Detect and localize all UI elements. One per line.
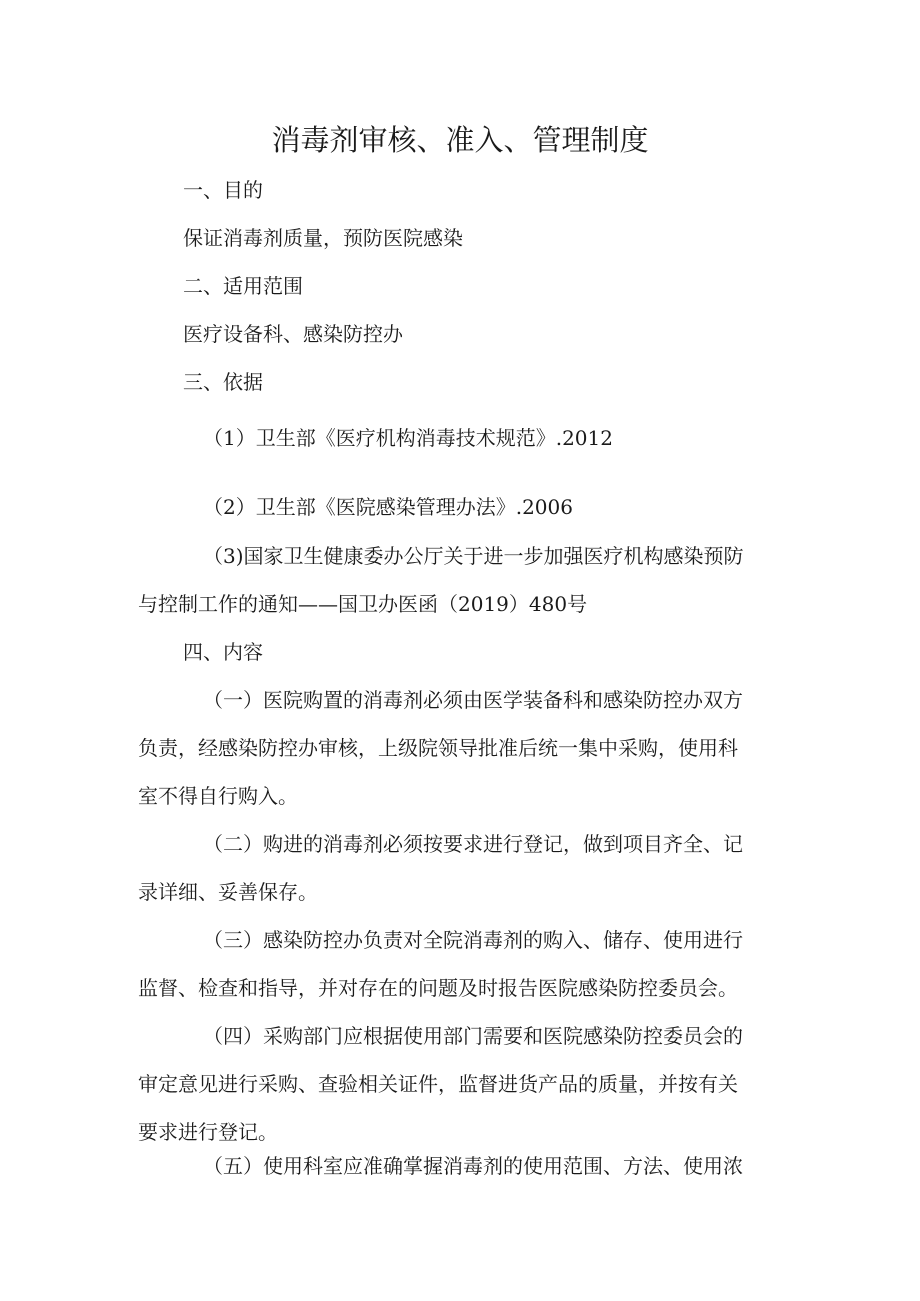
- section-heading-scope: 二、适用范围: [183, 274, 303, 298]
- content-paragraph-line: （二）购进的消毒剂必须按要求进行登记，做到项目齐全、记: [203, 832, 743, 856]
- basis-item-continued: 与控制工作的通知——国卫办医函（2019）480号: [138, 592, 588, 616]
- section-heading-basis: 三、依据: [183, 370, 263, 394]
- content-paragraph-line: 负责，经感染防控办审核，上级院领导批准后统一集中采购，使用科: [138, 736, 738, 760]
- basis-item: （3)国家卫生健康委办公厅关于进一步加强医疗机构感染预防: [203, 544, 744, 568]
- section-body-scope: 医疗设备科、感染防控办: [183, 322, 403, 346]
- section-body-purpose: 保证消毒剂质量，预防医院感染: [183, 226, 463, 250]
- content-paragraph-line: （一）医院购置的消毒剂必须由医学装备科和感染防控办双方: [203, 688, 743, 712]
- content-paragraph-line: 监督、检查和指导，并对存在的问题及时报告医院感染防控委员会。: [138, 976, 738, 1000]
- basis-item: （1）卫生部《医疗机构消毒技术规范》.2012: [203, 426, 613, 450]
- section-heading-content: 四、内容: [183, 640, 263, 664]
- content-paragraph-line: 要求进行登记。: [138, 1120, 278, 1144]
- content-paragraph-line: （五）使用科室应准确掌握消毒剂的使用范围、方法、使用浓: [203, 1154, 743, 1178]
- content-paragraph-line: 审定意见进行采购、查验相关证件，监督进货产品的质量，并按有关: [138, 1072, 738, 1096]
- content-paragraph-line: （四）采购部门应根据使用部门需要和医院感染防控委员会的: [203, 1024, 743, 1048]
- section-heading-purpose: 一、目的: [183, 178, 263, 202]
- content-paragraph-line: （三）感染防控办负责对全院消毒剂的购入、储存、使用进行: [203, 928, 743, 952]
- content-paragraph-line: 录详细、妥善保存。: [138, 880, 318, 904]
- basis-item: （2）卫生部《医院感染管理办法》.2006: [203, 495, 573, 519]
- document-title: 消毒剂审核、准入、管理制度: [271, 123, 649, 157]
- content-paragraph-line: 室不得自行购入。: [138, 784, 298, 808]
